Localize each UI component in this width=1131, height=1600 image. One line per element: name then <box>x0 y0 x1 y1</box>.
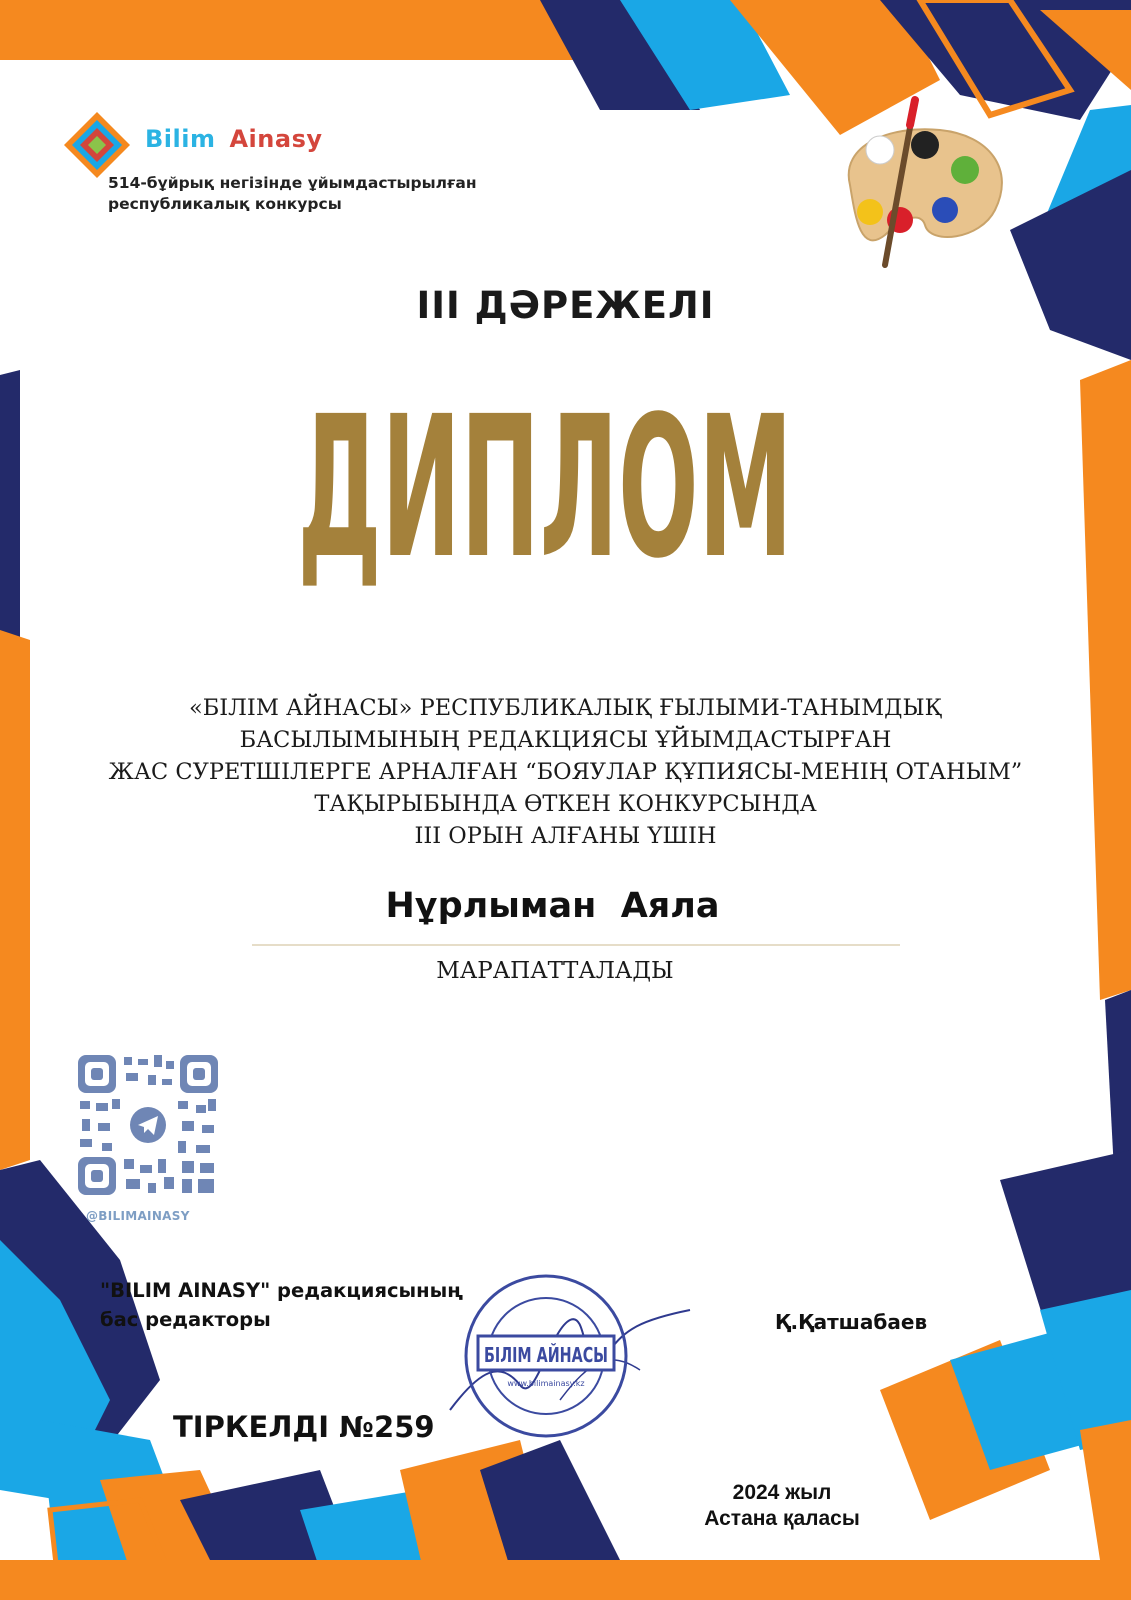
bilim-ainasy-logo-icon <box>62 110 132 180</box>
issue-city: Астана қаласы <box>704 1507 860 1530</box>
subtitle-line-1: 514-бұйрық негізінде ұйымдастырылған <box>108 174 477 192</box>
diploma-title <box>0 374 1131 601</box>
official-seal <box>462 1272 630 1440</box>
seal-url: www.bilimainasy.kz <box>507 1379 585 1388</box>
recipient-underline <box>252 944 900 946</box>
editor-line-1: "BILIM AINASY" редакциясының <box>100 1279 464 1302</box>
qr-telegram-handle: @BILIMAINASY <box>86 1209 190 1223</box>
seal-center-text: БІЛІМ АЙНАСЫ <box>484 1343 608 1367</box>
body-line-1: «БІЛІМ АЙНАСЫ» РЕСПУБЛИКАЛЫҚ ҒЫЛЫМИ-ТАНЫМДЫҚ <box>188 695 943 721</box>
body-line-3: ЖАС СУРЕТШІЛЕРГЕ АРНАЛҒАН “БОЯУЛАР ҚҰПИЯСЫ-МЕНІҢ ОТАНЫМ” <box>108 759 1023 785</box>
issue-footer <box>672 1480 892 1532</box>
qr-code <box>78 1055 218 1195</box>
logo-word-ainasy: Ainasy <box>229 125 323 153</box>
award-description <box>90 692 1041 852</box>
contest-subtitle <box>108 173 528 215</box>
issue-year: 2024 жыл <box>732 1481 832 1504</box>
editor-title <box>100 1276 463 1334</box>
body-line-2: БАСЫЛЫМЫНЫҢ РЕДАКЦИЯСЫ ҰЙЫМДАСТЫРҒАН <box>239 727 892 753</box>
signer-name: Қ.Қатшабаев <box>775 1310 928 1334</box>
degree-heading: III ДӘРЕЖЕЛІ <box>416 284 715 327</box>
paint-palette-icon <box>830 95 1020 275</box>
registration-number: ТІРКЕЛДІ №259 <box>173 1410 435 1444</box>
diploma-title-text: ДИПЛОМ <box>297 374 793 601</box>
telegram-icon <box>130 1107 166 1143</box>
body-line-5: III ОРЫН АЛҒАНЫ ҮШІН <box>414 823 717 849</box>
recipient-name: Нұрлыман Аяла <box>385 886 720 926</box>
editor-line-2: бас редакторы <box>100 1308 271 1331</box>
body-line-4: ТАҚЫРЫБЫНДА ӨТКЕН КОНКУРСЫНДА <box>314 791 817 817</box>
award-verb: МАРАПАТТАЛАДЫ <box>436 958 674 984</box>
subtitle-line-2: республикалық конкурсы <box>108 195 342 213</box>
logo-word-bilim: Bilim <box>145 125 216 153</box>
logo-wordmark <box>145 125 323 153</box>
